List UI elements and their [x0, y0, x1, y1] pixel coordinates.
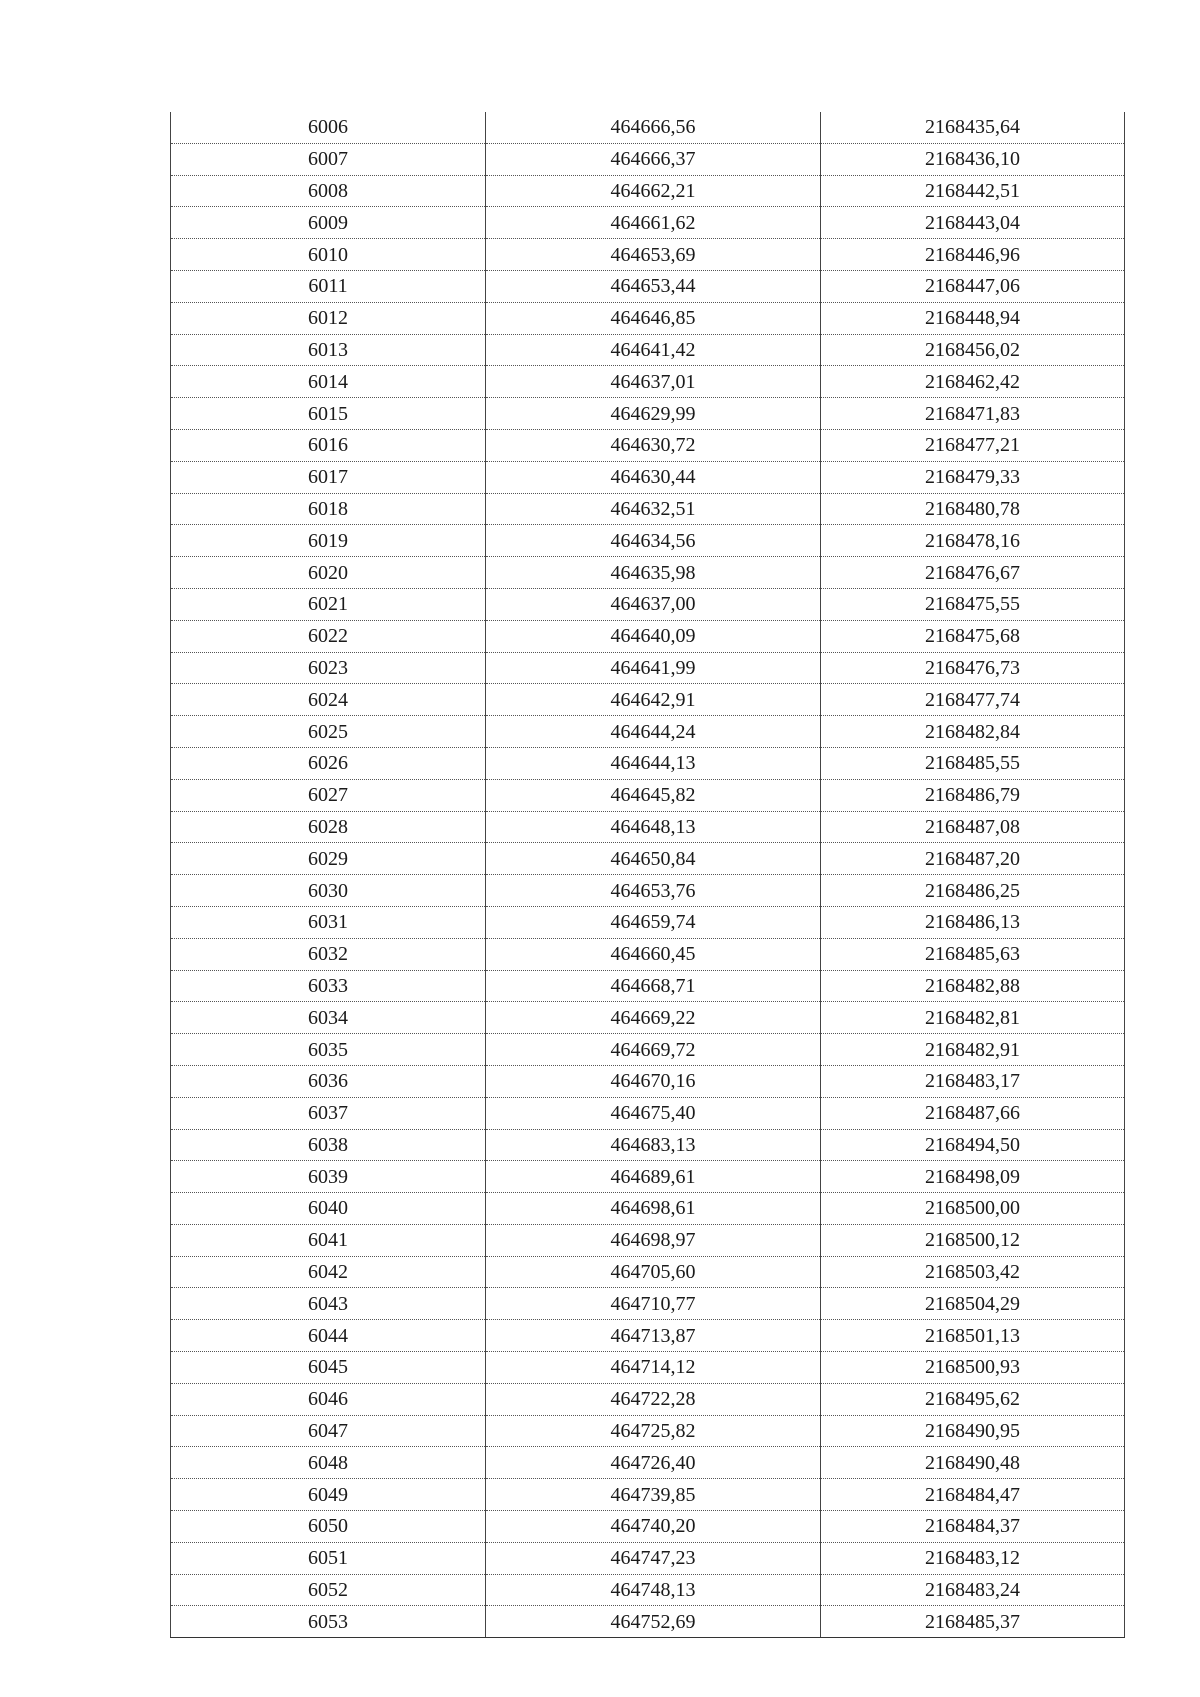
- x-coordinate-cell: 464670,16: [486, 1065, 821, 1097]
- point-number-cell: 6045: [171, 1352, 486, 1384]
- table-row: [171, 906, 1125, 938]
- x-coordinate-cell: 464710,77: [486, 1288, 821, 1320]
- point-number-cell: 6038: [171, 1129, 486, 1161]
- y-coordinate-cell: 2168442,51: [821, 175, 1125, 207]
- x-coordinate-cell: 464645,82: [486, 779, 821, 811]
- table-row: [171, 1415, 1125, 1447]
- table-row: [171, 652, 1125, 684]
- y-coordinate-cell: 2168485,37: [821, 1606, 1125, 1638]
- point-number-cell: 6035: [171, 1034, 486, 1066]
- x-coordinate-cell: 464662,21: [486, 175, 821, 207]
- y-coordinate-cell: 2168443,04: [821, 207, 1125, 239]
- point-number-cell: 6024: [171, 684, 486, 716]
- table-row: [171, 557, 1125, 589]
- x-coordinate-cell: 464714,12: [486, 1352, 821, 1384]
- table-row: [171, 588, 1125, 620]
- x-coordinate-cell: 464659,74: [486, 906, 821, 938]
- y-coordinate-cell: 2168490,48: [821, 1447, 1125, 1479]
- table-row: [171, 684, 1125, 716]
- point-number-cell: 6017: [171, 461, 486, 493]
- y-coordinate-cell: 2168494,50: [821, 1129, 1125, 1161]
- table-row: [171, 1129, 1125, 1161]
- x-coordinate-cell: 464726,40: [486, 1447, 821, 1479]
- table-row: [171, 875, 1125, 907]
- y-coordinate-cell: 2168462,42: [821, 366, 1125, 398]
- y-coordinate-cell: 2168500,93: [821, 1352, 1125, 1384]
- x-coordinate-cell: 464752,69: [486, 1606, 821, 1638]
- table-row: [171, 1034, 1125, 1066]
- x-coordinate-cell: 464660,45: [486, 938, 821, 970]
- x-coordinate-cell: 464740,20: [486, 1511, 821, 1543]
- x-coordinate-cell: 464698,61: [486, 1193, 821, 1225]
- x-coordinate-cell: 464641,99: [486, 652, 821, 684]
- table-row: [171, 1383, 1125, 1415]
- y-coordinate-cell: 2168495,62: [821, 1383, 1125, 1415]
- table-row: [171, 461, 1125, 493]
- point-number-cell: 6028: [171, 811, 486, 843]
- x-coordinate-cell: 464630,44: [486, 461, 821, 493]
- y-coordinate-cell: 2168501,13: [821, 1320, 1125, 1352]
- point-number-cell: 6006: [171, 112, 486, 143]
- x-coordinate-cell: 464747,23: [486, 1542, 821, 1574]
- point-number-cell: 6053: [171, 1606, 486, 1638]
- x-coordinate-cell: 464630,72: [486, 429, 821, 461]
- point-number-cell: 6022: [171, 620, 486, 652]
- point-number-cell: 6020: [171, 557, 486, 589]
- x-coordinate-cell: 464653,76: [486, 875, 821, 907]
- table-row: [171, 239, 1125, 271]
- y-coordinate-cell: 2168477,74: [821, 684, 1125, 716]
- x-coordinate-cell: 464640,09: [486, 620, 821, 652]
- table-row: [171, 970, 1125, 1002]
- y-coordinate-cell: 2168479,33: [821, 461, 1125, 493]
- y-coordinate-cell: 2168446,96: [821, 239, 1125, 271]
- y-coordinate-cell: 2168485,63: [821, 938, 1125, 970]
- table-row: [171, 1288, 1125, 1320]
- point-number-cell: 6007: [171, 143, 486, 175]
- table-row: [171, 811, 1125, 843]
- point-number-cell: 6044: [171, 1320, 486, 1352]
- y-coordinate-cell: 2168482,84: [821, 716, 1125, 748]
- point-number-cell: 6037: [171, 1097, 486, 1129]
- y-coordinate-cell: 2168482,91: [821, 1034, 1125, 1066]
- x-coordinate-cell: 464661,62: [486, 207, 821, 239]
- y-coordinate-cell: 2168500,00: [821, 1193, 1125, 1225]
- point-number-cell: 6039: [171, 1161, 486, 1193]
- y-coordinate-cell: 2168478,16: [821, 525, 1125, 557]
- table-row: [171, 366, 1125, 398]
- x-coordinate-cell: 464637,00: [486, 588, 821, 620]
- x-coordinate-cell: 464698,97: [486, 1224, 821, 1256]
- table-row: [171, 1320, 1125, 1352]
- point-number-cell: 6027: [171, 779, 486, 811]
- point-number-cell: 6031: [171, 906, 486, 938]
- x-coordinate-cell: 464634,56: [486, 525, 821, 557]
- point-number-cell: 6051: [171, 1542, 486, 1574]
- y-coordinate-cell: 2168490,95: [821, 1415, 1125, 1447]
- x-coordinate-cell: 464675,40: [486, 1097, 821, 1129]
- table-row: [171, 716, 1125, 748]
- point-number-cell: 6021: [171, 588, 486, 620]
- table-row: [171, 175, 1125, 207]
- y-coordinate-cell: 2168447,06: [821, 270, 1125, 302]
- x-coordinate-cell: 464653,44: [486, 270, 821, 302]
- point-number-cell: 6013: [171, 334, 486, 366]
- point-number-cell: 6052: [171, 1574, 486, 1606]
- x-coordinate-cell: 464666,37: [486, 143, 821, 175]
- y-coordinate-cell: 2168476,73: [821, 652, 1125, 684]
- y-coordinate-cell: 2168503,42: [821, 1256, 1125, 1288]
- point-number-cell: 6040: [171, 1193, 486, 1225]
- y-coordinate-cell: 2168485,55: [821, 747, 1125, 779]
- table-row: [171, 1447, 1125, 1479]
- y-coordinate-cell: 2168477,21: [821, 429, 1125, 461]
- point-number-cell: 6041: [171, 1224, 486, 1256]
- x-coordinate-cell: 464683,13: [486, 1129, 821, 1161]
- point-number-cell: 6019: [171, 525, 486, 557]
- y-coordinate-cell: 2168484,47: [821, 1479, 1125, 1511]
- table-row: [171, 302, 1125, 334]
- table-row: [171, 525, 1125, 557]
- table-row: [171, 1352, 1125, 1384]
- x-coordinate-cell: 464705,60: [486, 1256, 821, 1288]
- x-coordinate-cell: 464635,98: [486, 557, 821, 589]
- x-coordinate-cell: 464739,85: [486, 1479, 821, 1511]
- x-coordinate-cell: 464642,91: [486, 684, 821, 716]
- table-row: [171, 1193, 1125, 1225]
- point-number-cell: 6010: [171, 239, 486, 271]
- point-number-cell: 6025: [171, 716, 486, 748]
- point-number-cell: 6008: [171, 175, 486, 207]
- x-coordinate-cell: 464666,56: [486, 112, 821, 143]
- table-row: [171, 112, 1125, 143]
- table-row: [171, 1097, 1125, 1129]
- point-number-cell: 6033: [171, 970, 486, 1002]
- table-row: [171, 938, 1125, 970]
- table-row: [171, 1161, 1125, 1193]
- table-row: [171, 334, 1125, 366]
- y-coordinate-cell: 2168476,67: [821, 557, 1125, 589]
- y-coordinate-cell: 2168487,20: [821, 843, 1125, 875]
- y-coordinate-cell: 2168480,78: [821, 493, 1125, 525]
- point-number-cell: 6034: [171, 1002, 486, 1034]
- table-row: [171, 207, 1125, 239]
- x-coordinate-cell: 464722,28: [486, 1383, 821, 1415]
- point-number-cell: 6036: [171, 1065, 486, 1097]
- y-coordinate-cell: 2168484,37: [821, 1511, 1125, 1543]
- y-coordinate-cell: 2168475,68: [821, 620, 1125, 652]
- y-coordinate-cell: 2168486,25: [821, 875, 1125, 907]
- point-number-cell: 6018: [171, 493, 486, 525]
- y-coordinate-cell: 2168504,29: [821, 1288, 1125, 1320]
- table-row: [171, 1574, 1125, 1606]
- x-coordinate-cell: 464713,87: [486, 1320, 821, 1352]
- x-coordinate-cell: 464669,22: [486, 1002, 821, 1034]
- x-coordinate-cell: 464669,72: [486, 1034, 821, 1066]
- table-row: [171, 143, 1125, 175]
- table-row: [171, 620, 1125, 652]
- point-number-cell: 6042: [171, 1256, 486, 1288]
- point-number-cell: 6050: [171, 1511, 486, 1543]
- point-number-cell: 6011: [171, 270, 486, 302]
- y-coordinate-cell: 2168487,08: [821, 811, 1125, 843]
- x-coordinate-cell: 464637,01: [486, 366, 821, 398]
- x-coordinate-cell: 464725,82: [486, 1415, 821, 1447]
- y-coordinate-cell: 2168483,12: [821, 1542, 1125, 1574]
- table-row: [171, 1606, 1125, 1638]
- table-row: [171, 1542, 1125, 1574]
- table-row: [171, 429, 1125, 461]
- point-number-cell: 6043: [171, 1288, 486, 1320]
- x-coordinate-cell: 464648,13: [486, 811, 821, 843]
- y-coordinate-cell: 2168486,79: [821, 779, 1125, 811]
- x-coordinate-cell: 464641,42: [486, 334, 821, 366]
- point-number-cell: 6015: [171, 398, 486, 430]
- y-coordinate-cell: 2168475,55: [821, 588, 1125, 620]
- table-row: [171, 1065, 1125, 1097]
- point-number-cell: 6012: [171, 302, 486, 334]
- table-row: [171, 493, 1125, 525]
- x-coordinate-cell: 464653,69: [486, 239, 821, 271]
- table-row: [171, 1224, 1125, 1256]
- table-row: [171, 1002, 1125, 1034]
- x-coordinate-cell: 464689,61: [486, 1161, 821, 1193]
- point-number-cell: 6030: [171, 875, 486, 907]
- y-coordinate-cell: 2168482,81: [821, 1002, 1125, 1034]
- table-row: [171, 1479, 1125, 1511]
- table-row: [171, 398, 1125, 430]
- x-coordinate-cell: 464629,99: [486, 398, 821, 430]
- table-row: [171, 1256, 1125, 1288]
- table-row: [171, 747, 1125, 779]
- x-coordinate-cell: 464632,51: [486, 493, 821, 525]
- y-coordinate-cell: 2168500,12: [821, 1224, 1125, 1256]
- point-number-cell: 6047: [171, 1415, 486, 1447]
- y-coordinate-cell: 2168487,66: [821, 1097, 1125, 1129]
- table-row: [171, 1511, 1125, 1543]
- point-number-cell: 6046: [171, 1383, 486, 1415]
- y-coordinate-cell: 2168471,83: [821, 398, 1125, 430]
- point-number-cell: 6032: [171, 938, 486, 970]
- coordinates-table-body: [171, 112, 1125, 1638]
- x-coordinate-cell: 464644,13: [486, 747, 821, 779]
- point-number-cell: 6048: [171, 1447, 486, 1479]
- x-coordinate-cell: 464668,71: [486, 970, 821, 1002]
- y-coordinate-cell: 2168482,88: [821, 970, 1125, 1002]
- y-coordinate-cell: 2168456,02: [821, 334, 1125, 366]
- x-coordinate-cell: 464748,13: [486, 1574, 821, 1606]
- point-number-cell: 6016: [171, 429, 486, 461]
- y-coordinate-cell: 2168436,10: [821, 143, 1125, 175]
- y-coordinate-cell: 2168483,24: [821, 1574, 1125, 1606]
- point-number-cell: 6014: [171, 366, 486, 398]
- y-coordinate-cell: 2168486,13: [821, 906, 1125, 938]
- coordinates-table: [170, 112, 1125, 1638]
- point-number-cell: 6029: [171, 843, 486, 875]
- table-row: [171, 843, 1125, 875]
- y-coordinate-cell: 2168498,09: [821, 1161, 1125, 1193]
- x-coordinate-cell: 464644,24: [486, 716, 821, 748]
- y-coordinate-cell: 2168483,17: [821, 1065, 1125, 1097]
- table-row: [171, 270, 1125, 302]
- x-coordinate-cell: 464650,84: [486, 843, 821, 875]
- y-coordinate-cell: 2168435,64: [821, 112, 1125, 143]
- y-coordinate-cell: 2168448,94: [821, 302, 1125, 334]
- point-number-cell: 6026: [171, 747, 486, 779]
- table-row: [171, 779, 1125, 811]
- x-coordinate-cell: 464646,85: [486, 302, 821, 334]
- point-number-cell: 6023: [171, 652, 486, 684]
- point-number-cell: 6049: [171, 1479, 486, 1511]
- point-number-cell: 6009: [171, 207, 486, 239]
